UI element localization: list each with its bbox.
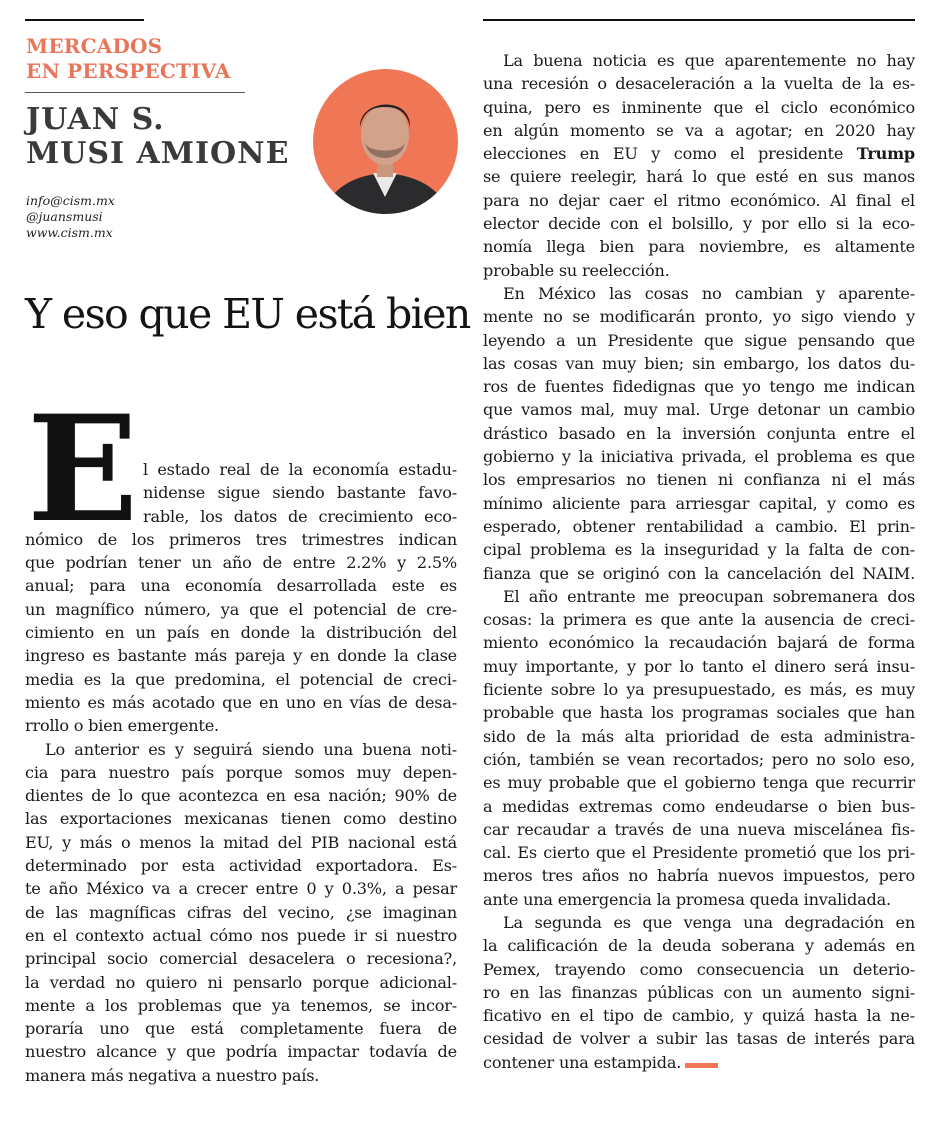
text-line: leyendo a un Presidente que sigue pensando que xyxy=(483,330,915,350)
text-line: dientes de lo que acontezca en esa nación; 90% de xyxy=(25,786,457,806)
author-name xyxy=(26,102,290,171)
text-line: mínimo aliciente para arriesgar capital, y como es xyxy=(483,493,915,513)
author-divider xyxy=(25,92,245,93)
author-portrait-icon xyxy=(313,69,458,214)
top-rule-left xyxy=(25,19,144,21)
text-line: los empresarios no tienen ni confianza ni el más xyxy=(483,470,915,490)
text-line: media es la que predomina, el potencial de creci- xyxy=(25,669,457,689)
text-line: te año México va a crecer entre 0 y 0.3%, a pesar xyxy=(25,879,457,899)
text-line: Lo anterior es y seguirá siendo una buena noti- xyxy=(45,739,457,759)
text-line: a medidas extremas como endeudarse o bien bus- xyxy=(483,796,915,816)
text-line: rable, los datos de crecimiento eco- xyxy=(143,506,457,526)
text-line-part: contener una estampida. xyxy=(483,1052,682,1072)
text-line: que podrían tener un año de entre 2.2% y 2.5% xyxy=(25,553,457,573)
text-line: poraría uno que está completamente fuera de xyxy=(25,1019,457,1039)
text-line: las cosas van muy bien; sin embargo, los datos du- xyxy=(483,353,915,373)
text-line: principal socio comercial desacelera o recesiona?, xyxy=(25,949,457,969)
text-line: elector decide con el bolsillo, y por ello si la eco- xyxy=(483,214,915,234)
text-line: nuestro alcance y que podría impactar todavía de xyxy=(25,1042,457,1062)
text-line: cesidad de volver a subir las tasas de interés para xyxy=(483,1029,915,1049)
text-line: esperado, obtener rentabilidad a cambio. El prin- xyxy=(483,516,915,536)
text-line: probable su reelección. xyxy=(483,260,670,280)
top-rule-right xyxy=(483,19,915,21)
author-contacts xyxy=(26,193,115,241)
text-line: nidense sigue siendo bastante favo- xyxy=(143,483,457,503)
text-line: cimiento en un país en donde la distribución del xyxy=(25,623,457,643)
article-headline: Y eso que EU está bien xyxy=(25,290,470,338)
author-twitter: @juansmusi xyxy=(26,209,103,224)
section-title-line-1: MERCADOS xyxy=(26,34,163,58)
text-line: probable que hasta los programas sociales que han xyxy=(483,703,915,723)
author-website: www.cism.mx xyxy=(26,225,113,240)
text-line: anual; para una economía desarrollada este es xyxy=(25,576,457,596)
text-line: drástico basado en la inversión conjunta entre el xyxy=(483,423,915,443)
text-line: sido de la más alta prioridad de esta administra- xyxy=(483,726,915,746)
section-title xyxy=(26,34,286,84)
text-line: car recaudar a través de una nueva miscelánea fis- xyxy=(483,819,915,839)
text-line: un magnífico número, ya que el potencial de cre- xyxy=(25,599,457,619)
text-line: En México las cosas no cambian y aparente- xyxy=(503,283,915,303)
text-line: que vamos mal, muy mal. Urge detonar un cambio xyxy=(483,400,915,420)
text-line: ficiente sobre lo ya presupuestado, es más, es muy xyxy=(483,680,915,700)
text-line: l estado real de la economía estadu- xyxy=(143,460,457,479)
text-line: rrollo o bien emergente. xyxy=(25,716,219,736)
text-line: de las magníficas cifras del vecino, ¿se imaginan xyxy=(25,902,457,922)
text-line: la verdad no quiero ni pensarlo porque adicional- xyxy=(25,972,457,992)
text-line: cosas: la primera es que ante la ausencia de creci- xyxy=(483,610,915,630)
text-line: cipal problema es la inseguridad y la falta de con- xyxy=(483,540,915,560)
text-line: La segunda es que venga una degradación en xyxy=(503,912,915,932)
text-line: nomía llega bien para noviembre, es altamente xyxy=(483,237,915,257)
text-line xyxy=(483,1051,915,1074)
author-email: info@cism.mx xyxy=(26,193,115,208)
text-line: una recesión o desaceleración a la vuelta de la es- xyxy=(483,74,915,94)
text-line: es muy probable que el gobierno tenga que recurrir xyxy=(483,773,915,793)
text-line: nómico de los primeros tres trimestres indican xyxy=(25,529,457,549)
text-line: ción, también se vean recortados; pero no solo eso, xyxy=(483,749,915,769)
text-line: ficativo en el tipo de cambio, y quizá hasta la ne- xyxy=(483,1006,915,1026)
text-line: en el contexto actual cómo nos puede ir si nuestro xyxy=(25,925,457,945)
text-line: miento económico la recaudación bajará de forma xyxy=(483,633,915,653)
text-line: meros tres años no habría nuevos impuestos, pero xyxy=(483,866,915,886)
text-line: miento es más acotado que en uno en vías de desa- xyxy=(25,692,457,712)
text-line: El año entrante me preocupan sobremanera dos xyxy=(503,586,915,606)
article-column-right xyxy=(483,49,915,1074)
text-line: para no dejar caer el ritmo económico. Al final el xyxy=(483,190,915,210)
author-avatar xyxy=(313,69,458,214)
text-line: mente no se modificarán pronto, yo sigo viendo y xyxy=(483,307,915,327)
text-line: ros de fuentes fidedignas que yo tengo me indican xyxy=(483,377,915,397)
text-line xyxy=(483,142,915,165)
author-name-line-2: MUSI AMIONE xyxy=(26,136,290,171)
text-line: ante una emergencia la promesa queda invalidada. xyxy=(483,889,891,909)
text-line: cal. Es cierto que el Presidente prometió que los pri- xyxy=(483,843,915,863)
text-line: mente a los problemas que ya tenemos, se incor- xyxy=(25,995,457,1015)
text-line: EU, y más o menos la mitad del PIB nacional está xyxy=(25,832,457,852)
article-column-left xyxy=(25,458,457,1087)
text-line: Pemex, trayendo como consecuencia un deterio- xyxy=(483,959,915,979)
text-line: ro en las finanzas públicas con un aumento signi- xyxy=(483,982,915,1002)
text-line: quina, pero es inminente que el ciclo económico xyxy=(483,97,915,117)
text-line: se quiere reelegir, hará lo que esté en sus manos xyxy=(483,167,915,187)
author-name-line-1: JUAN S. xyxy=(26,102,165,137)
drop-cap: E xyxy=(27,384,139,555)
text-line: gobierno y la iniciativa privada, el problema es que xyxy=(483,447,915,467)
text-line: la calificación de la deuda soberana y además en xyxy=(483,936,915,956)
text-line-part: elecciones en EU y como el presidente xyxy=(483,144,857,164)
text-line: ingreso es bastante más pareja y en donde la clase xyxy=(25,646,457,666)
text-line: La buena noticia es que aparentemente no hay xyxy=(503,51,915,70)
text-line: fianza que se originó con la cancelación del NAIM. xyxy=(483,563,915,583)
end-mark-icon xyxy=(685,1063,718,1068)
text-line: determinado por esta actividad exportadora. Es- xyxy=(25,856,457,876)
text-line: las exportaciones mexicanas tienen como destino xyxy=(25,809,457,829)
text-line: cia para nuestro país porque somos muy depen- xyxy=(25,762,457,782)
text-line: manera más negativa a nuestro país. xyxy=(25,1065,320,1085)
text-line: en algún momento se va a agotar; en 2020 hay xyxy=(483,120,915,140)
text-line: muy importante, y por lo tanto el dinero será insu- xyxy=(483,656,915,676)
section-title-line-2: EN PERSPECTIVA xyxy=(26,59,231,83)
trump-name: Trump xyxy=(856,144,915,164)
